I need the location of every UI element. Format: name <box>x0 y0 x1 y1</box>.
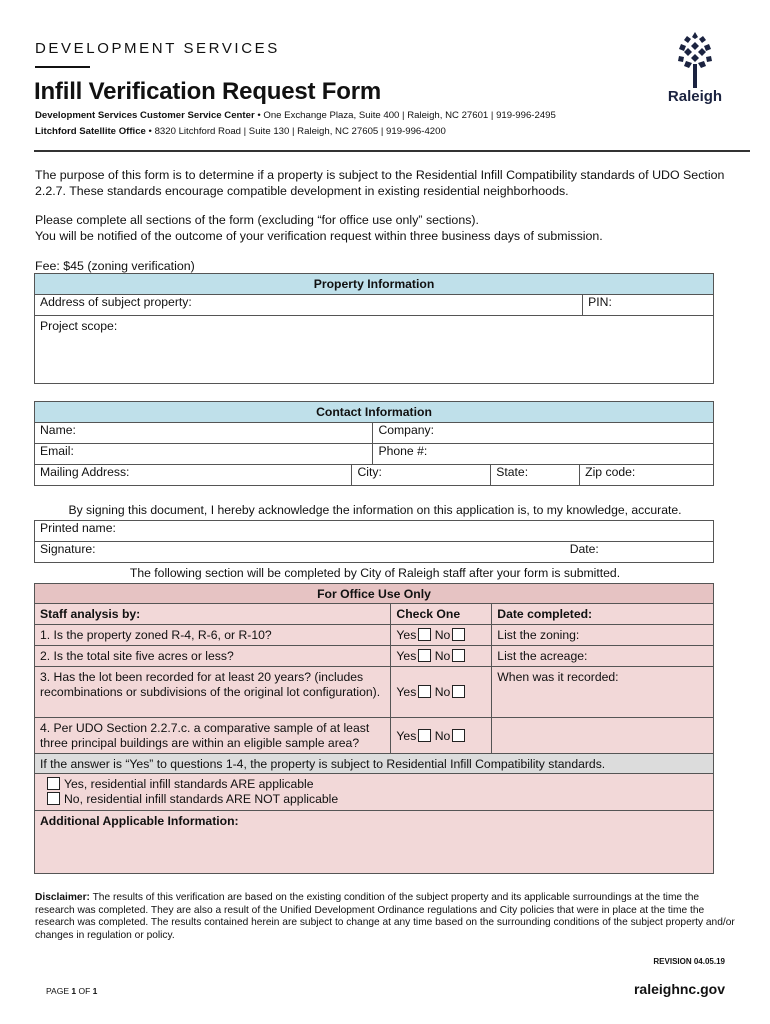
raleigh-logo <box>655 30 735 105</box>
question-2: 2. Is the total site five acres or less? <box>35 646 391 667</box>
date-field[interactable] <box>565 542 714 563</box>
yes-checkbox[interactable] <box>418 685 431 698</box>
logo-wordmark: Raleigh <box>667 88 723 105</box>
staff-analysis-header: Staff analysis by: <box>35 604 391 625</box>
pin-label: PIN: <box>588 295 612 309</box>
result-option-yes[interactable] <box>45 777 708 792</box>
date-label: Date: <box>569 542 599 556</box>
form-title: Infill Verification Request Form <box>34 78 381 105</box>
no-checkbox[interactable] <box>452 649 465 662</box>
instructions <box>35 212 745 244</box>
acknowledgement-text: By signing this document, I hereby acknowledge the information on this application is, to my knowledge, accurate. <box>68 503 682 517</box>
result-yes-label: Yes, residential infill standards ARE applicable <box>64 777 314 791</box>
no-label: No <box>434 649 451 663</box>
fee-text: Fee: $45 (zoning verification) <box>35 259 195 273</box>
page-label: PAGE <box>46 986 72 996</box>
additional-info-label: Additional Applicable Information: <box>40 814 239 828</box>
result-statement: If the answer is “Yes” to questions 1-4, the property is subject to Residential Infill Compatibility standards. <box>35 754 714 774</box>
mailing-address-field[interactable] <box>35 465 352 486</box>
office1-name: Development Services Customer Service Center <box>35 110 255 121</box>
state-label: State: <box>496 465 529 479</box>
phone-field[interactable] <box>373 444 714 465</box>
result-yes-checkbox[interactable] <box>47 777 60 790</box>
question-4-note[interactable] <box>492 718 714 754</box>
date-completed-header: Date completed: <box>492 604 714 625</box>
property-heading: Property Information <box>35 274 714 295</box>
question-1-check <box>391 625 492 646</box>
question-3-note[interactable]: When was it recorded: <box>492 667 714 718</box>
page-current: 1 <box>71 986 77 996</box>
phone-label: Phone #: <box>378 444 428 458</box>
office1-detail: • One Exchange Plaza, Suite 400 | Raleigh, NC 27601 | 919-996-2495 <box>254 110 556 121</box>
printed-name-field[interactable] <box>35 521 714 542</box>
question-2-check <box>391 646 492 667</box>
question-2-note[interactable]: List the acreage: <box>492 646 714 667</box>
signature-table <box>34 520 714 563</box>
mailing-address-label: Mailing Address: <box>40 465 130 479</box>
result-no-label: No, residential infill standards ARE NOT applicable <box>64 792 339 806</box>
question-4: 4. Per UDO Section 2.2.7.c. a comparative sample of at least three principal buildings are within an eligible sample area? <box>35 718 391 754</box>
no-checkbox[interactable] <box>452 685 465 698</box>
office-use-table <box>34 583 714 874</box>
purpose-text: The purpose of this form is to determine if a property is subject to the Residential Infill Compatibility standards of UDO Section 2.2.7. These standards encourage compatible development in existing residential neighborhoods. <box>35 168 725 198</box>
yes-checkbox[interactable] <box>418 649 431 662</box>
project-scope-field[interactable] <box>35 316 714 384</box>
signature-field[interactable] <box>35 542 565 563</box>
company-field[interactable] <box>373 423 714 444</box>
pin-field[interactable] <box>583 295 714 316</box>
page-number <box>46 986 97 996</box>
instructions-line-1: Please complete all sections of the form (excluding “for office use only” sections). <box>35 213 479 227</box>
result-options <box>35 774 714 811</box>
question-3: 3. Has the lot been recorded for at least 20 years? (includes recombinations or subdivisions of the original lot configuration). <box>35 667 391 718</box>
question-1-note[interactable]: List the zoning: <box>492 625 714 646</box>
oak-tree-icon <box>673 30 717 88</box>
no-checkbox[interactable] <box>452 729 465 742</box>
yes-label: Yes <box>396 685 417 699</box>
department-underline <box>35 66 90 68</box>
no-checkbox[interactable] <box>452 628 465 641</box>
project-scope-label: Project scope: <box>40 319 118 333</box>
department-name: DEVELOPMENT SERVICES <box>35 40 280 57</box>
revision-label: REVISION 04.05.19 <box>653 957 725 966</box>
contact-table <box>34 401 714 486</box>
header-divider <box>34 150 750 152</box>
question-3-check <box>391 667 492 718</box>
contact-heading: Contact Information <box>35 402 714 423</box>
email-field[interactable] <box>35 444 373 465</box>
address-label: Address of subject property: <box>40 295 192 309</box>
name-field[interactable] <box>35 423 373 444</box>
page-total: 1 <box>92 986 98 996</box>
city-label: City: <box>357 465 382 479</box>
website-link[interactable]: raleighnc.gov <box>633 981 725 997</box>
office2-name: Litchford Satellite Office <box>35 126 146 137</box>
yes-checkbox[interactable] <box>418 628 431 641</box>
office2-detail: • 8320 Litchford Road | Suite 130 | Raleigh, NC 27605 | 919-996-4200 <box>145 126 446 137</box>
instructions-line-2: You will be notified of the outcome of your verification request within three business days of submission. <box>35 229 603 243</box>
office-use-note: The following section will be completed by City of Raleigh staff after your form is submitted. <box>129 566 621 580</box>
office-address-2 <box>35 126 446 137</box>
zip-label: Zip code: <box>585 465 636 479</box>
email-label: Email: <box>40 444 74 458</box>
yes-label: Yes <box>396 728 417 743</box>
result-no-checkbox[interactable] <box>47 792 60 805</box>
yes-checkbox[interactable] <box>418 729 431 742</box>
city-field[interactable] <box>352 465 491 486</box>
no-label: No <box>434 728 451 743</box>
yes-label: Yes <box>396 649 417 663</box>
office-address-1 <box>35 110 556 121</box>
zip-field[interactable] <box>580 465 714 486</box>
check-one-header: Check One <box>391 604 492 625</box>
property-table <box>34 273 714 384</box>
office-use-heading: For Office Use Only <box>35 584 714 604</box>
disclaimer-text: The results of this verification are based on the existing condition of the subject property and its applicable surroundings at the time the research was completed. They are also a result of the Unified Development Ordinance regulations and City policies that were in place at the time the research was completed. The results contained herein are subject to change at any time based on the surrounding conditions of the subject property and/or changes in regulation or policy. <box>35 892 735 941</box>
signature-label: Signature: <box>40 542 96 556</box>
page-of: OF <box>76 986 93 996</box>
name-label: Name: <box>40 423 76 437</box>
no-label: No <box>434 685 451 699</box>
company-label: Company: <box>378 423 434 437</box>
question-1: 1. Is the property zoned R-4, R-6, or R-10? <box>35 625 391 646</box>
no-label: No <box>434 628 451 642</box>
additional-info-field[interactable] <box>35 811 714 874</box>
yes-label: Yes <box>396 628 417 642</box>
question-4-check <box>391 718 492 754</box>
address-field[interactable] <box>35 295 583 316</box>
result-option-no[interactable] <box>45 792 708 807</box>
disclaimer <box>35 892 735 942</box>
printed-name-label: Printed name: <box>40 521 116 535</box>
state-field[interactable] <box>491 465 580 486</box>
disclaimer-label: Disclaimer: <box>35 892 90 903</box>
